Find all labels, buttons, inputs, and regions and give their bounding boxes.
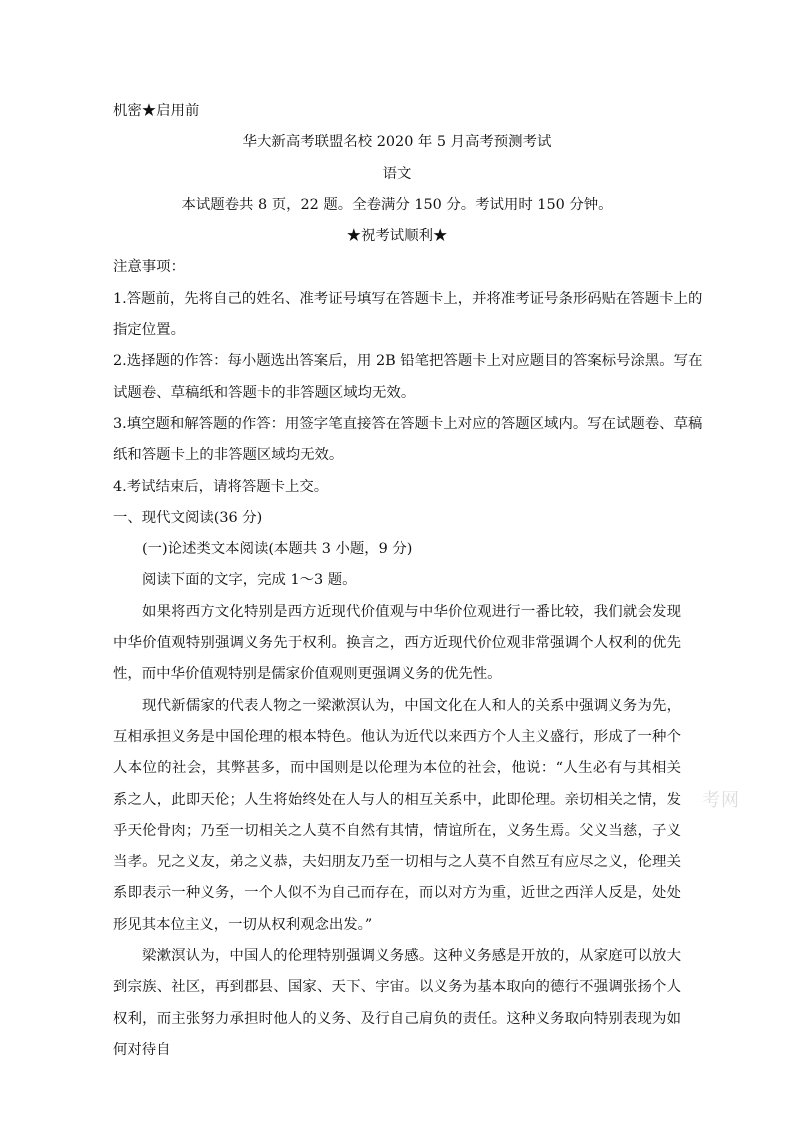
note-item-2-line-2: 试题卷、草稿纸和答题卡的非答题区域均无效。 [113, 384, 416, 401]
exam-title: 华大新高考联盟名校 2020 年 5 月高考预测考试 [242, 134, 552, 151]
note-item-3-line-2: 纸和答题卡上的非答题区域均无效。 [113, 447, 344, 464]
exam-info: 本试题卷共 8 页，22 题。全卷满分 150 分。考试用时 150 分钟。 [181, 196, 613, 213]
confidential-label: 机密★启用前 [113, 103, 200, 119]
note-item-1-line-1: 1.答题前，先将自己的姓名、准考证号填写在答题卡上，并将准考证号条形码贴在答题卡上的 [113, 290, 703, 307]
subject-title: 语文 [382, 165, 412, 182]
note-item-4-line-1: 4.考试结束后，请将答题卡上交。 [113, 478, 329, 495]
note-item-1-line-2: 指定位置。 [113, 322, 185, 339]
reading-instruction: 阅读下面的文字，完成 1～3 题。 [142, 572, 357, 589]
notes-heading: 注意事项： [113, 259, 185, 276]
note-item-2-line-1: 2.选择题的作答：每小题选出答案后，用 2B 铅笔把答题卡上对应题目的答案标号涂黑。写在 [113, 353, 703, 370]
blessing-line: ★祝考试顺利★ [346, 228, 448, 245]
note-item-3-line-1: 3.填空题和解答题的作答：用签字笔直接答在答题卡上对应的答题区域内。写在试题卷、草稿 [113, 415, 703, 432]
exam-page [113, 96, 703, 1066]
passage-paragraph-1: 如果将西方文化特别是西方近现代价值观与中华价位观进行一番比较，我们就会发现中华价值观特别强调义务先于权利。换言之，西方近现代价位观非常强调个人权利的优先性，而中华价值观特别是儒家价值观则更强调义务的优先性。 [113, 603, 681, 683]
section-heading: 一、现代文阅读(36 分) [113, 509, 263, 526]
passage-paragraph-3: 梁漱溟认为，中国人的伦理特别强调义务感。这种义务感是开放的，从家庭可以放大到宗族、社区，再到郡县、国家、天下、宇宙。以义务为基本取向的德行不强调张扬个人权利，而主张努力承担时他人的义务、及行自己肩负的责任。这种义务取向特别表现为如何对待自 [113, 948, 681, 1058]
section-subheading: (一)论述类文本阅读(本题共 3 小题，9 分) [142, 541, 413, 558]
passage-paragraph-2: 现代新儒家的代表人物之一梁漱溟认为，中国文化在人和人的关系中强调义务为先，互相承担义务是中国伦理的根本特色。他认为近代以来西方个人主义盛行，形成了一种个人本位的社会，其弊甚多，而中国则是以伦理为本位的社会，他说：“人生必有与其相关系之人，此即天伦；人生将始终处在人与人的相互关系中，此即伦理。亲切相关之情，发乎天伦骨肉；乃至一切相关之人莫不自然有其情，情谊所在，义务生焉。父义当慈，子义当孝。兄之义友，弟之义恭，夫妇朋友乃至一切相与之人莫不自然互有应尽之义，伦理关系即表示一种义务，一个人似不为自己而存在，而以对方为重，近世之西洋人反是，处处形见其本位主义，一切从权利观念出发。” [113, 697, 681, 933]
watermark: 考网 [702, 790, 740, 811]
